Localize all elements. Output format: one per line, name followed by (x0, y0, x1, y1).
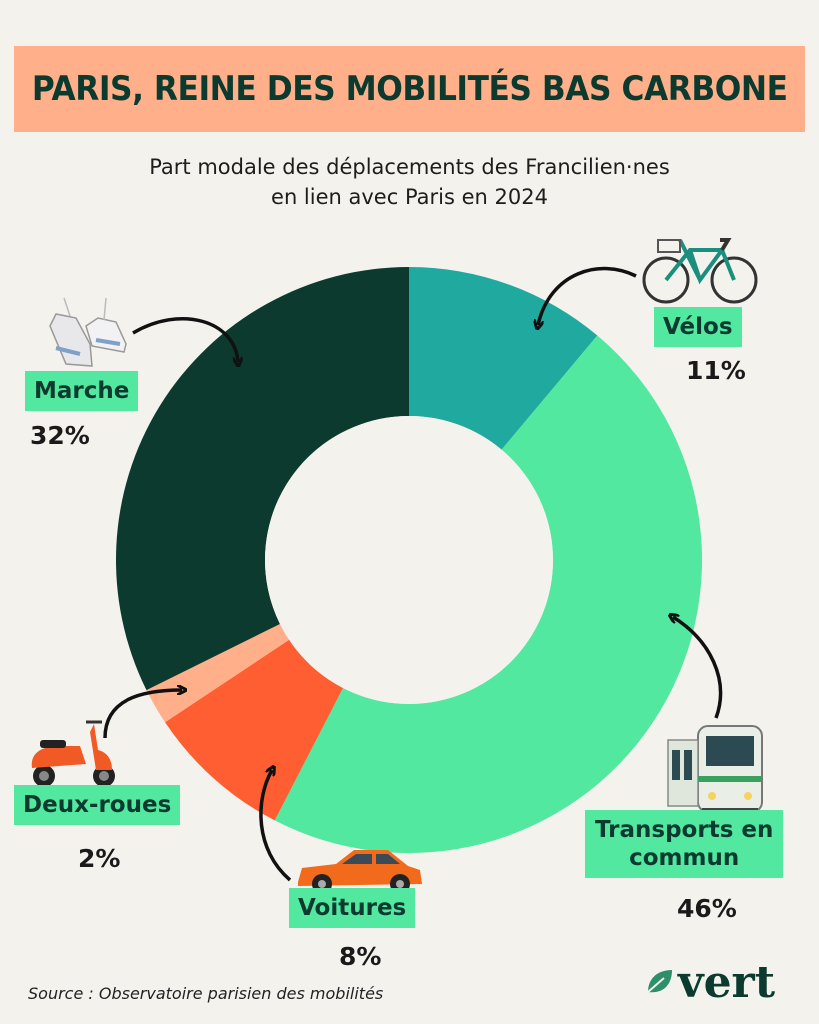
subtitle-line-1: Part modale des déplacements des Francilien·nes (149, 155, 670, 179)
percent-deux-roues: 2% (78, 844, 121, 873)
label-transports (585, 810, 783, 878)
page-title: PARIS, REINE DES MOBILITÉS BAS CARBONE (31, 69, 788, 109)
donut-hole (265, 416, 553, 704)
bicycle-icon (644, 240, 756, 302)
subtitle-line-2: en lien avec Paris en 2024 (271, 185, 548, 209)
percent-voitures: 8% (339, 942, 382, 971)
scooter-icon (32, 722, 115, 787)
label-transports-line-2: commun (629, 845, 740, 871)
label-voitures: Voitures (289, 888, 415, 928)
title-banner (14, 46, 805, 132)
label-deux-roues: Deux-roues (14, 785, 180, 825)
logo-text: vert (678, 957, 776, 1008)
subtitle (0, 152, 819, 212)
metro-train-icon (668, 726, 762, 814)
percent-marche: 32% (30, 421, 90, 450)
source-note: Source : Observatoire parisien des mobilités (28, 984, 384, 1003)
sneakers-icon (50, 298, 126, 366)
vert-logo (650, 958, 775, 1008)
label-transports-line-1: Transports en (595, 817, 774, 843)
label-velos: Vélos (654, 307, 742, 347)
label-marche: Marche (25, 371, 138, 411)
percent-velos: 11% (686, 356, 746, 385)
percent-transports: 46% (677, 894, 737, 923)
